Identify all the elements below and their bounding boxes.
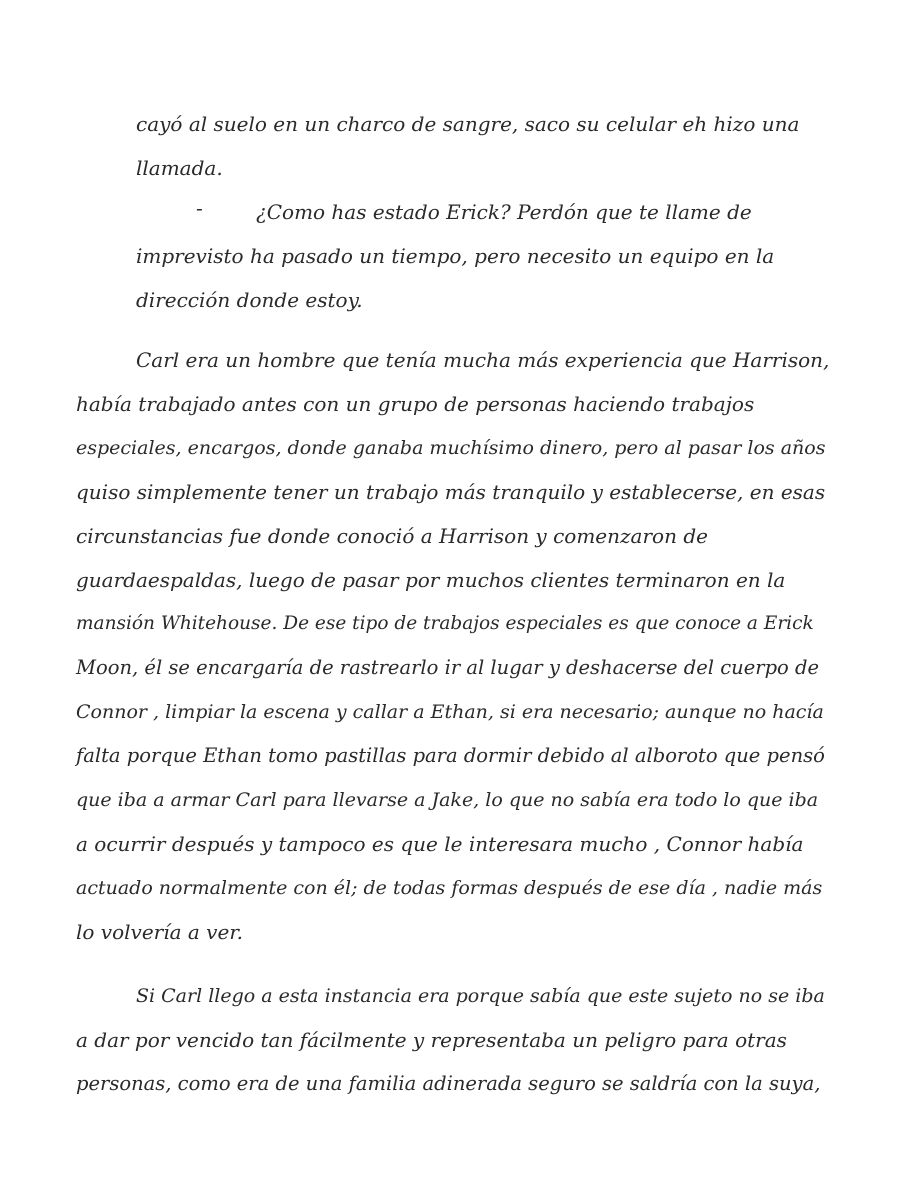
paragraph-line: especiales, encargos, donde ganaba muchísimo dinero, pero al pasar los años xyxy=(76,437,826,459)
paragraph-line: actuado normalmente con él; de todas formas después de ese día , nadie más xyxy=(76,877,823,899)
dialogue-line: ¿Como has estado Erick? Perdón que te llame de xyxy=(256,200,752,224)
text-line: cayó al suelo en un charco de sangre, saco su celular eh hizo una xyxy=(136,112,800,136)
paragraph-line: a ocurrir después y tampoco es que le interesara mucho , Connor había xyxy=(76,832,804,856)
paragraph-line: lo volvería a ver. xyxy=(76,920,244,944)
dialogue-line: dirección donde estoy. xyxy=(136,288,363,312)
text-line: llamada. xyxy=(136,156,223,180)
dialogue-line: imprevisto ha pasado un tiempo, pero necesito un equipo en la xyxy=(136,244,775,268)
dialogue-dash: - xyxy=(196,196,203,220)
paragraph-line: había trabajado antes con un grupo de personas haciendo trabajos xyxy=(76,392,755,416)
paragraph-line: a dar por vencido tan fácilmente y representaba un peligro para otras xyxy=(76,1028,787,1052)
paragraph-line: mansión Whitehouse. De ese tipo de trabajos especiales es que conoce a Erick xyxy=(76,613,814,634)
paragraph-line: Connor , limpiar la escena y callar a Ethan, si era necesario; aunque no hacía xyxy=(76,701,824,723)
paragraph-line: que iba a armar Carl para llevarse a Jake, lo que no sabía era todo lo que iba xyxy=(76,789,819,811)
paragraph-line: Si Carl llego a esta instancia era porque sabía que este sujeto no se iba xyxy=(136,985,825,1007)
paragraph-line: quiso simplemente tener un trabajo más tranquilo y establecerse, en esas xyxy=(76,480,826,504)
paragraph-line: personas, como era de una familia adinerada seguro se saldría con la suya, xyxy=(76,1072,821,1095)
paragraph-line: Carl era un hombre que tenía mucha más experiencia que Harrison, xyxy=(136,348,830,372)
paragraph-line: circunstancias fue donde conoció a Harrison y comenzaron de xyxy=(76,524,708,548)
paragraph-line: Moon, él se encargaría de rastrearlo ir al lugar y deshacerse del cuerpo de xyxy=(76,656,820,679)
paragraph-line: falta porque Ethan tomo pastillas para dormir debido al alboroto que pensó xyxy=(76,744,825,767)
paragraph-line: guardaespaldas, luego de pasar por muchos clientes terminaron en la xyxy=(76,568,786,592)
